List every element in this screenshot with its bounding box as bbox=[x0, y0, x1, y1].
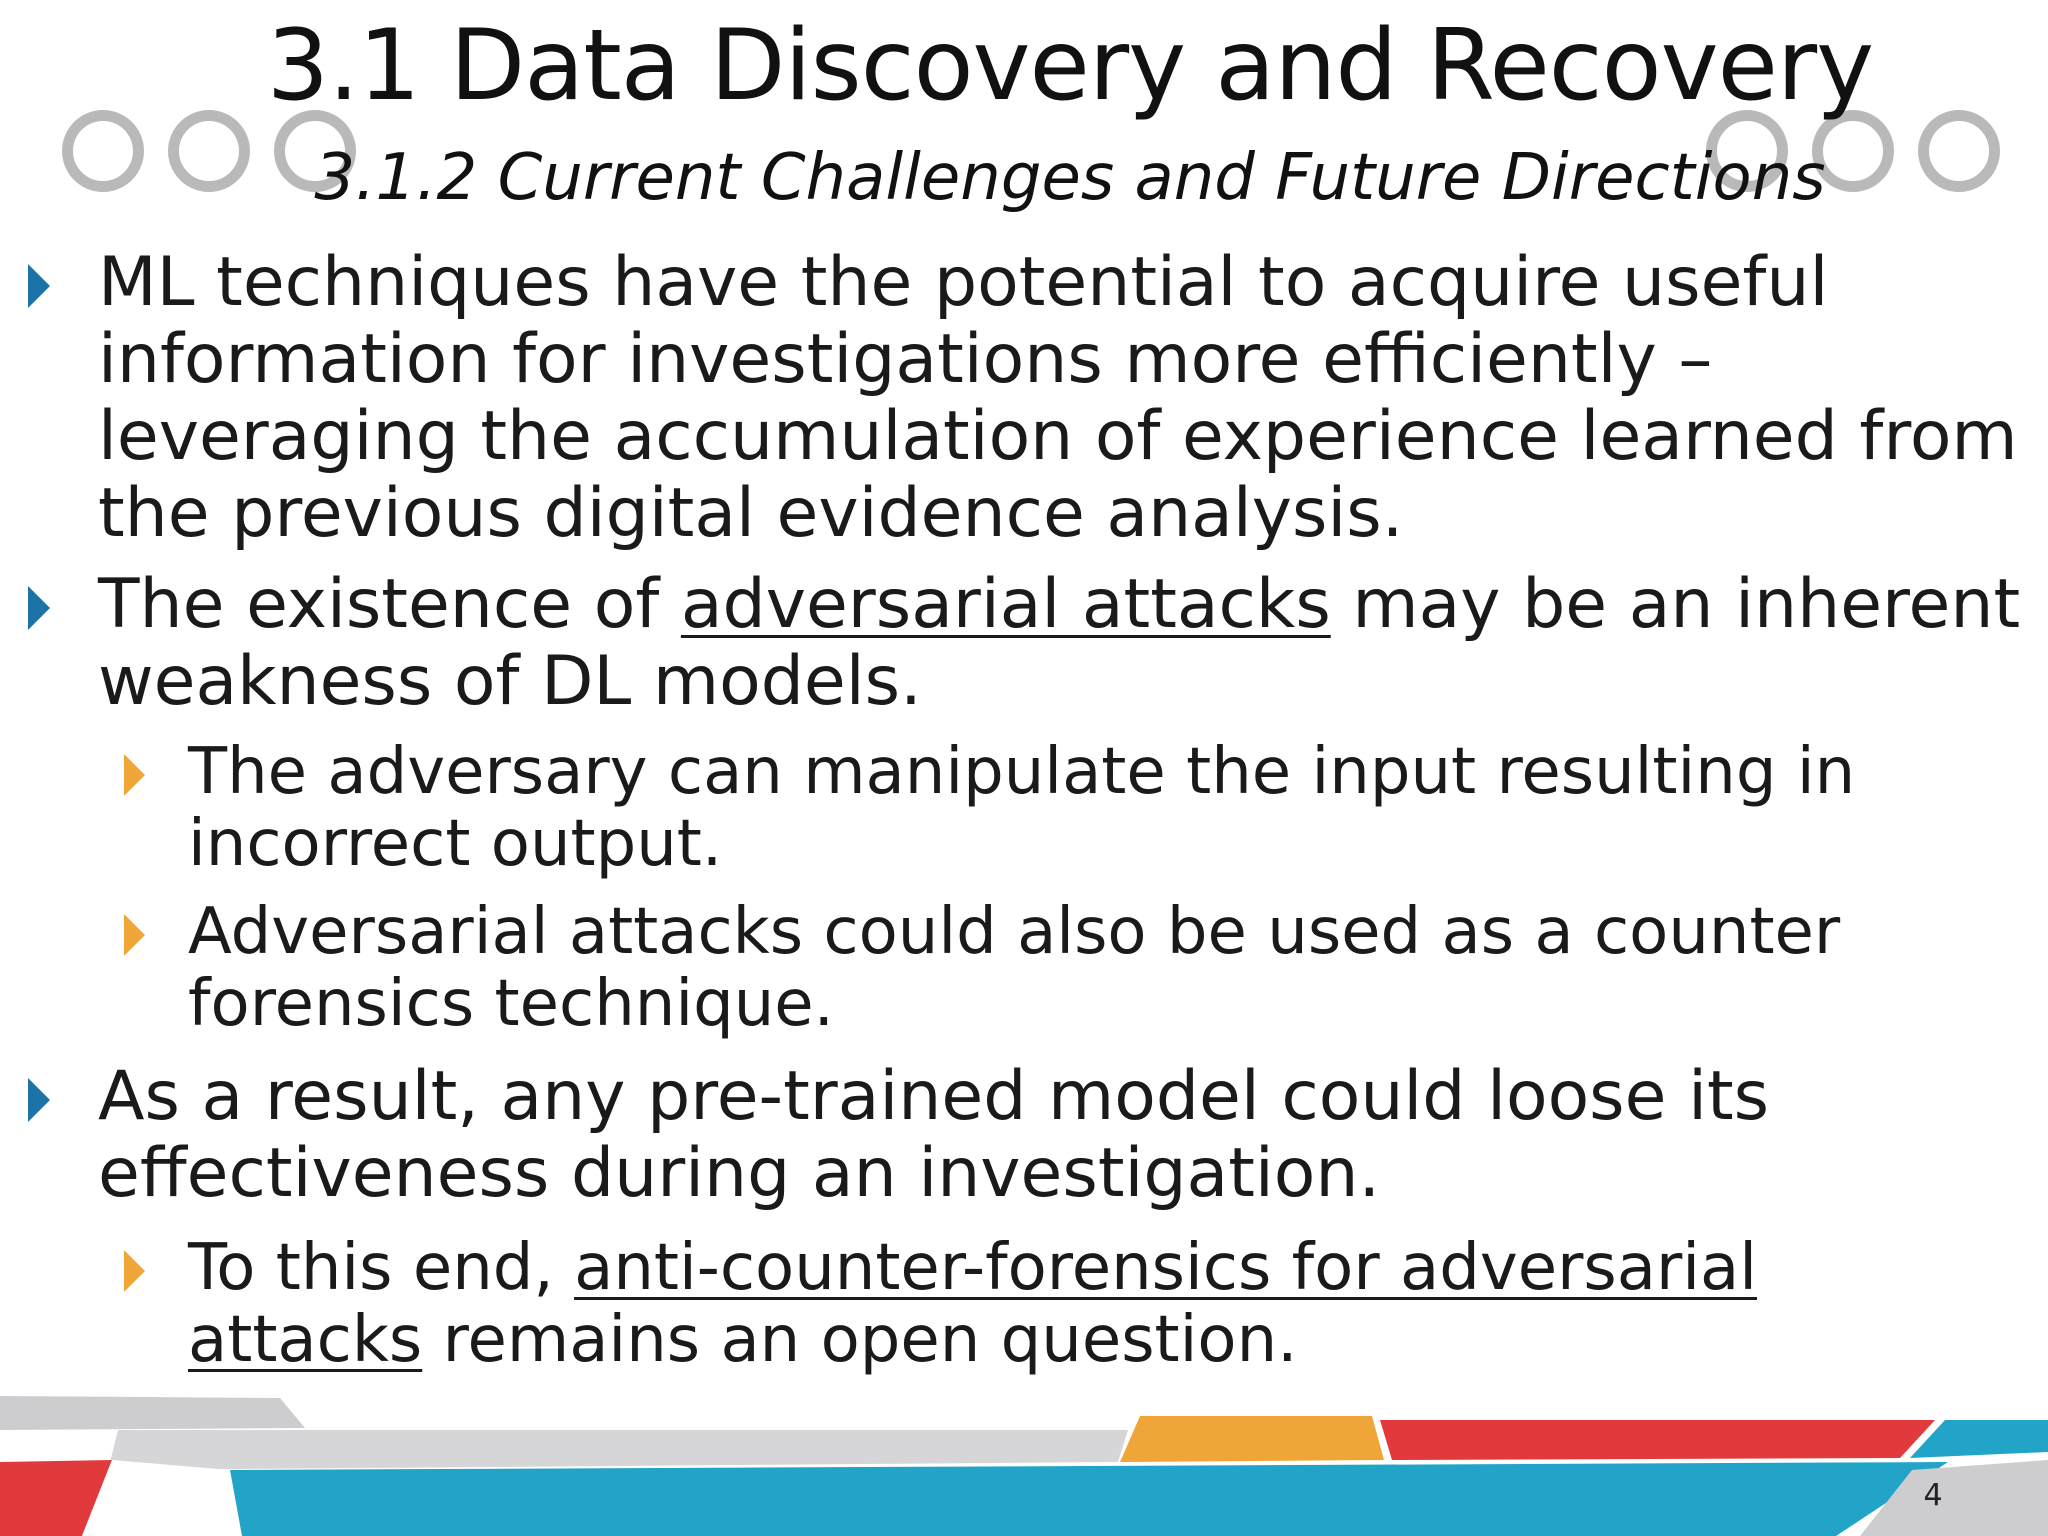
bullet-line: The adversary can manipulate the input resulting in bbox=[188, 735, 1856, 809]
text-run: The existence of bbox=[98, 565, 681, 644]
text-run: may be an inherent bbox=[1330, 565, 2021, 644]
footer-teal-right bbox=[1910, 1420, 2048, 1458]
bullet-line: the previous digital evidence analysis. bbox=[98, 474, 1404, 553]
slide-title: 3.1 Data Discovery and Recovery bbox=[266, 9, 1874, 123]
bullet-line: information for investigations more efficiently – bbox=[98, 320, 1713, 399]
footer-orange-block bbox=[1120, 1416, 1384, 1462]
bullet-line: forensics technique. bbox=[188, 967, 834, 1041]
bullet-line: Adversarial attacks could also be used as a counter bbox=[188, 895, 1841, 969]
footer-red-right bbox=[1380, 1420, 1935, 1460]
text-run: remains an open question. bbox=[422, 1303, 1298, 1377]
footer-teal-band bbox=[230, 1462, 1948, 1536]
bullet-line: As a result, any pre-trained model could loose its bbox=[98, 1057, 1770, 1136]
underlined-term: adversarial attacks bbox=[680, 565, 1331, 644]
text-run: To this end, bbox=[188, 1231, 575, 1305]
bullet-line: leveraging the accumulation of experience learned from bbox=[98, 397, 2018, 476]
footer-gray-band bbox=[108, 1430, 1128, 1470]
page-number: 4 bbox=[1923, 1478, 1943, 1513]
bullet-line: weakness of DL models. bbox=[98, 642, 922, 721]
underlined-term: anti-counter-forensics for adversarial bbox=[574, 1231, 1758, 1305]
bullet-line: ML techniques have the potential to acquire useful bbox=[98, 243, 1829, 322]
slide-subtitle: 3.1.2 Current Challenges and Future Directions bbox=[314, 141, 1826, 215]
underlined-term: attacks bbox=[188, 1303, 423, 1377]
bullet-line: incorrect output. bbox=[188, 807, 723, 881]
footer-gray-top-left bbox=[0, 1396, 305, 1430]
bullet-line: effectiveness during an investigation. bbox=[98, 1134, 1381, 1213]
